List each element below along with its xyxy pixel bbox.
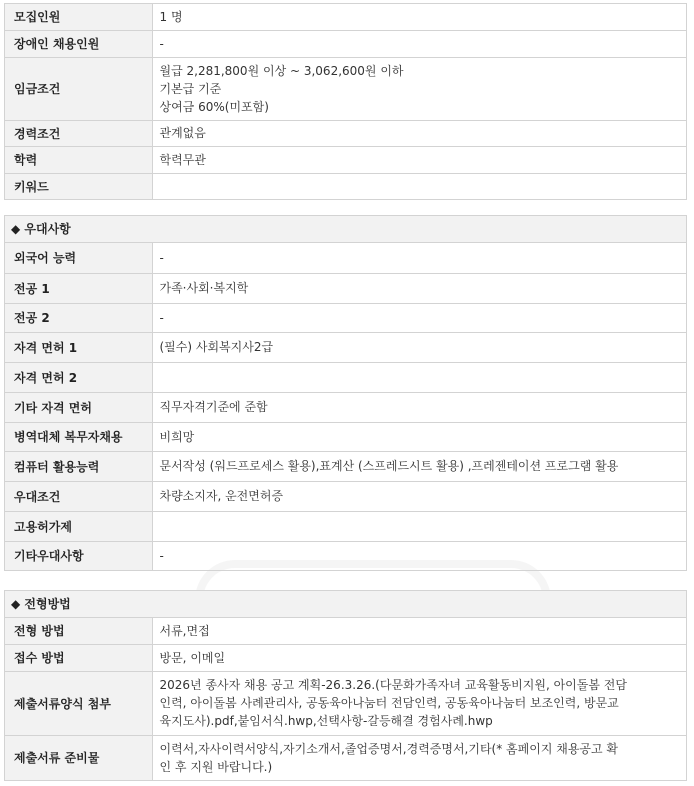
table-row: [5, 146, 686, 173]
table-row: [5, 511, 686, 541]
selection-section: [4, 590, 687, 781]
selection-table: [5, 618, 686, 780]
recruit-conditions-table: [5, 4, 686, 199]
row-label: 우대조건: [5, 481, 152, 511]
value-line: 상여금 60%(미포함): [159, 99, 269, 114]
row-value: [152, 644, 686, 671]
row-value: [152, 243, 686, 273]
row-label: 전형 방법: [5, 618, 152, 644]
row-label: 기타 자격 면허: [5, 392, 152, 422]
row-label: 병역대체 복무자채용: [5, 422, 152, 451]
section-title: ◆ 우대사항: [5, 216, 686, 243]
value-line: -: [159, 36, 164, 51]
value-line: 학력무관: [159, 152, 206, 167]
row-label: 경력조건: [5, 120, 152, 146]
table-row: [5, 451, 686, 481]
table-row: [5, 422, 686, 451]
preference-table: [5, 243, 686, 570]
table-row: [5, 735, 686, 780]
value-line: 직무자격기준에 준함: [159, 400, 268, 414]
row-label: 제출서류 준비물: [5, 735, 152, 780]
row-value: [152, 4, 686, 30]
value-line: 기본급 기준: [159, 81, 222, 96]
value-line: 가족·사회·복지학: [159, 281, 249, 295]
row-label: 전공 2: [5, 303, 152, 332]
value-line: 월급 2,281,800원 이상 ~ 3,062,600원 이하: [159, 63, 404, 78]
row-value: [152, 671, 686, 735]
row-value: [152, 618, 686, 644]
section-title: ◆ 전형방법: [5, 591, 686, 618]
value-line: 1 명: [159, 9, 183, 24]
table-row: [5, 671, 686, 735]
row-value: [152, 303, 686, 332]
table-row: [5, 57, 686, 120]
value-line: 방문, 이메일: [159, 650, 226, 665]
row-label: 자격 면허 1: [5, 332, 152, 362]
table-row: [5, 273, 686, 303]
value-line: 이력서,자사이력서양식,자기소개서,졸업증명서,경력증명서,기타(* 홈페이지 채용공고 확: [159, 741, 619, 756]
table-row: [5, 243, 686, 273]
row-value: [152, 362, 686, 392]
row-value: [152, 481, 686, 511]
row-label: 접수 방법: [5, 644, 152, 671]
row-value: [152, 451, 686, 481]
table-row: [5, 332, 686, 362]
row-label: 장애인 채용인원: [5, 30, 152, 57]
table-row: [5, 644, 686, 671]
row-value: [152, 541, 686, 570]
value-line: -: [159, 250, 164, 265]
row-value: [152, 511, 686, 541]
row-label: 컴퓨터 활용능력: [5, 451, 152, 481]
value-line: 서류,면접: [159, 623, 210, 638]
value-line: 인 후 지원 바랍니다.): [159, 759, 273, 774]
table-row: [5, 173, 686, 199]
value-line: -: [159, 548, 164, 563]
value-line: 육지도사).pdf,붙임서식.hwp,선택사항-갈등해결 경험사례.hwp: [159, 714, 493, 728]
value-line: 비희망: [159, 429, 195, 444]
table-row: [5, 362, 686, 392]
row-value: [152, 422, 686, 451]
table-row: [5, 120, 686, 146]
table-row: [5, 541, 686, 570]
table-row: [5, 618, 686, 644]
table-row: [5, 303, 686, 332]
row-value: [152, 392, 686, 422]
value-line: 2026년 종사자 채용 공고 계획-26.3.26.(다문화가족자녀 교육활동비지원, 아이돌봄 전담: [159, 678, 627, 692]
row-label: 학력: [5, 146, 152, 173]
row-label: 임금조건: [5, 57, 152, 120]
row-label: 전공 1: [5, 273, 152, 303]
row-value: [152, 173, 686, 199]
row-label: 모집인원: [5, 4, 152, 30]
preference-section: [4, 215, 687, 571]
row-value: [152, 146, 686, 173]
row-value: [152, 735, 686, 780]
row-label: 자격 면허 2: [5, 362, 152, 392]
value-line: (필수) 사회복지사2급: [159, 340, 274, 354]
row-label: 고용허가제: [5, 511, 152, 541]
row-label: 제출서류양식 첨부: [5, 671, 152, 735]
value-line: -: [159, 310, 164, 325]
row-value: [152, 120, 686, 146]
table-row: [5, 481, 686, 511]
table-row: [5, 392, 686, 422]
row-label: 키워드: [5, 173, 152, 199]
value-line: 문서작성 (워드프로세스 활용),표계산 (스프레드시트 활용) ,프레젠테이션 프로그램 활용: [159, 459, 619, 473]
row-value: [152, 30, 686, 57]
value-line: 관계없음: [159, 126, 206, 140]
value-line: 차량소지자, 운전면허증: [159, 489, 284, 503]
row-label: 기타우대사항: [5, 541, 152, 570]
row-label: 외국어 능력: [5, 243, 152, 273]
recruit-conditions-section: [4, 3, 687, 200]
row-value: [152, 273, 686, 303]
value-line: 인력, 아이돌봄 사례관리사, 공동육아나눔터 전담인력, 공동육아나눔터 보조인력, 방문교: [159, 696, 619, 710]
table-row: [5, 30, 686, 57]
row-value: [152, 57, 686, 120]
table-row: [5, 4, 686, 30]
row-value: [152, 332, 686, 362]
